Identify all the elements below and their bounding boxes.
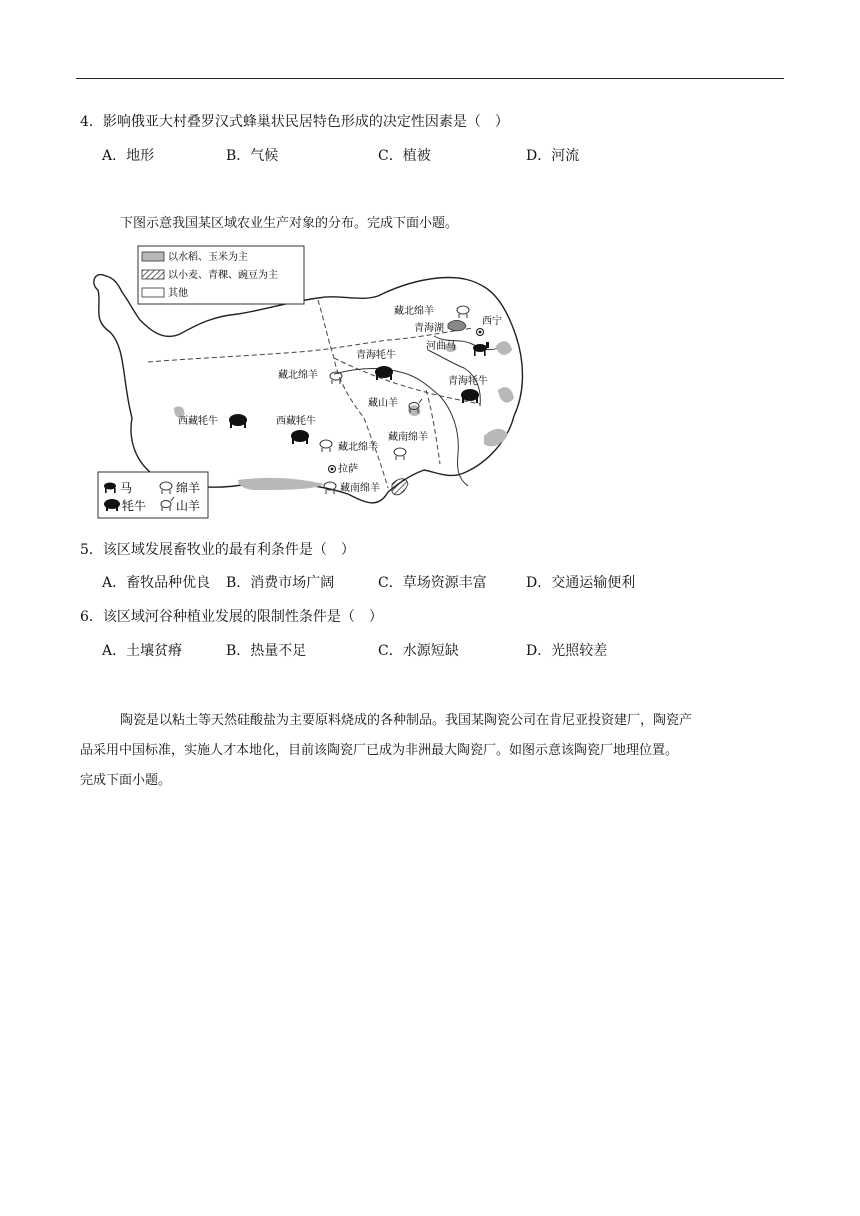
ceramics-paragraph <box>80 706 780 796</box>
label-qinghai-yak-1: 青海牦牛 <box>356 350 396 361</box>
yak-icon <box>291 430 309 444</box>
label-xining: 西宁 <box>482 316 502 327</box>
legend-rice-maize: 以水稻、玉米为主 <box>168 252 248 263</box>
label-zangnan-sheep-1: 藏南绵羊 <box>388 432 428 443</box>
yak-icon <box>229 414 247 428</box>
paragraph-line-3: 完成下面小题。 <box>80 773 172 788</box>
map-intro: 下图示意我国某区域农业生产对象的分布。完成下面小题。 <box>120 216 459 231</box>
label-lasa: 拉萨 <box>338 464 358 475</box>
q4-option-b[interactable]: B．气候 <box>226 148 279 164</box>
label-hequ-horse: 河曲马 <box>426 341 456 352</box>
legend-crops <box>138 246 304 304</box>
label-qinghai-yak-2: 青海牦牛 <box>448 376 488 387</box>
agriculture-map <box>88 240 534 524</box>
label-tibet-yak-1: 西藏牦牛 <box>178 416 218 427</box>
legend-other: 其他 <box>168 288 188 299</box>
header-rule <box>76 78 784 79</box>
q6-option-c[interactable]: C．水源短缺 <box>378 643 459 659</box>
paragraph-line-1: 陶瓷是以粘土等天然硅酸盐为主要原料烧成的各种制品。我国某陶瓷公司在肯尼亚投资建厂，陶瓷产 <box>120 713 693 728</box>
q4-option-a[interactable]: A．地形 <box>102 148 155 164</box>
legend-wheat-barley: 以小麦、青稞、豌豆为主 <box>168 270 278 281</box>
label-tibet-yak-2: 西藏牦牛 <box>276 416 316 427</box>
label-zangbei-sheep-3: 藏北绵羊 <box>338 442 378 453</box>
question-4-stem: 4．影响俄亚大村叠罗汉式蜂巢状民居特色形成的决定性因素是（ ） <box>80 114 509 130</box>
yak-icon <box>461 389 479 403</box>
q5-option-a[interactable]: A．畜牧品种优良 <box>102 575 211 591</box>
label-zangbei-sheep-2: 藏北绵羊 <box>278 370 318 381</box>
label-qinghai-lake: 青海湖 <box>414 323 444 334</box>
legend-sheep: 绵羊 <box>176 481 201 495</box>
q5-option-b[interactable]: B．消费市场广阔 <box>226 575 335 591</box>
yak-icon <box>375 366 393 380</box>
q6-option-d[interactable]: D．光照较差 <box>526 643 608 659</box>
q4-option-c[interactable]: C．植被 <box>378 148 431 164</box>
q6-option-a[interactable]: A．土壤贫瘠 <box>102 643 183 659</box>
question-6-stem: 6．该区域河谷种植业发展的限制性条件是（ ） <box>80 609 383 625</box>
q4-option-d[interactable]: D．河流 <box>526 148 580 164</box>
q5-option-d[interactable]: D．交通运输便利 <box>526 575 636 591</box>
label-zangnan-sheep-2: 藏南绵羊 <box>340 483 380 494</box>
label-zangbei-sheep-1: 藏北绵羊 <box>394 306 434 317</box>
label-tibetan-goat: 藏山羊 <box>368 398 398 409</box>
q5-option-c[interactable]: C．草场资源丰富 <box>378 575 487 591</box>
legend-horse: 马 <box>120 481 133 495</box>
question-5-stem: 5．该区域发展畜牧业的最有利条件是（ ） <box>80 542 355 558</box>
legend-goat: 山羊 <box>176 499 201 513</box>
q6-option-b[interactable]: B．热量不足 <box>226 643 307 659</box>
qinghai-lake <box>448 320 466 330</box>
paragraph-line-2: 品采用中国标准，实施人才本地化，目前该陶瓷厂已成为非洲最大陶瓷厂。如图示意该陶瓷厂地理位置。 <box>80 743 679 758</box>
legend-yak: 牦牛 <box>122 499 147 513</box>
legend-animals <box>98 472 208 518</box>
